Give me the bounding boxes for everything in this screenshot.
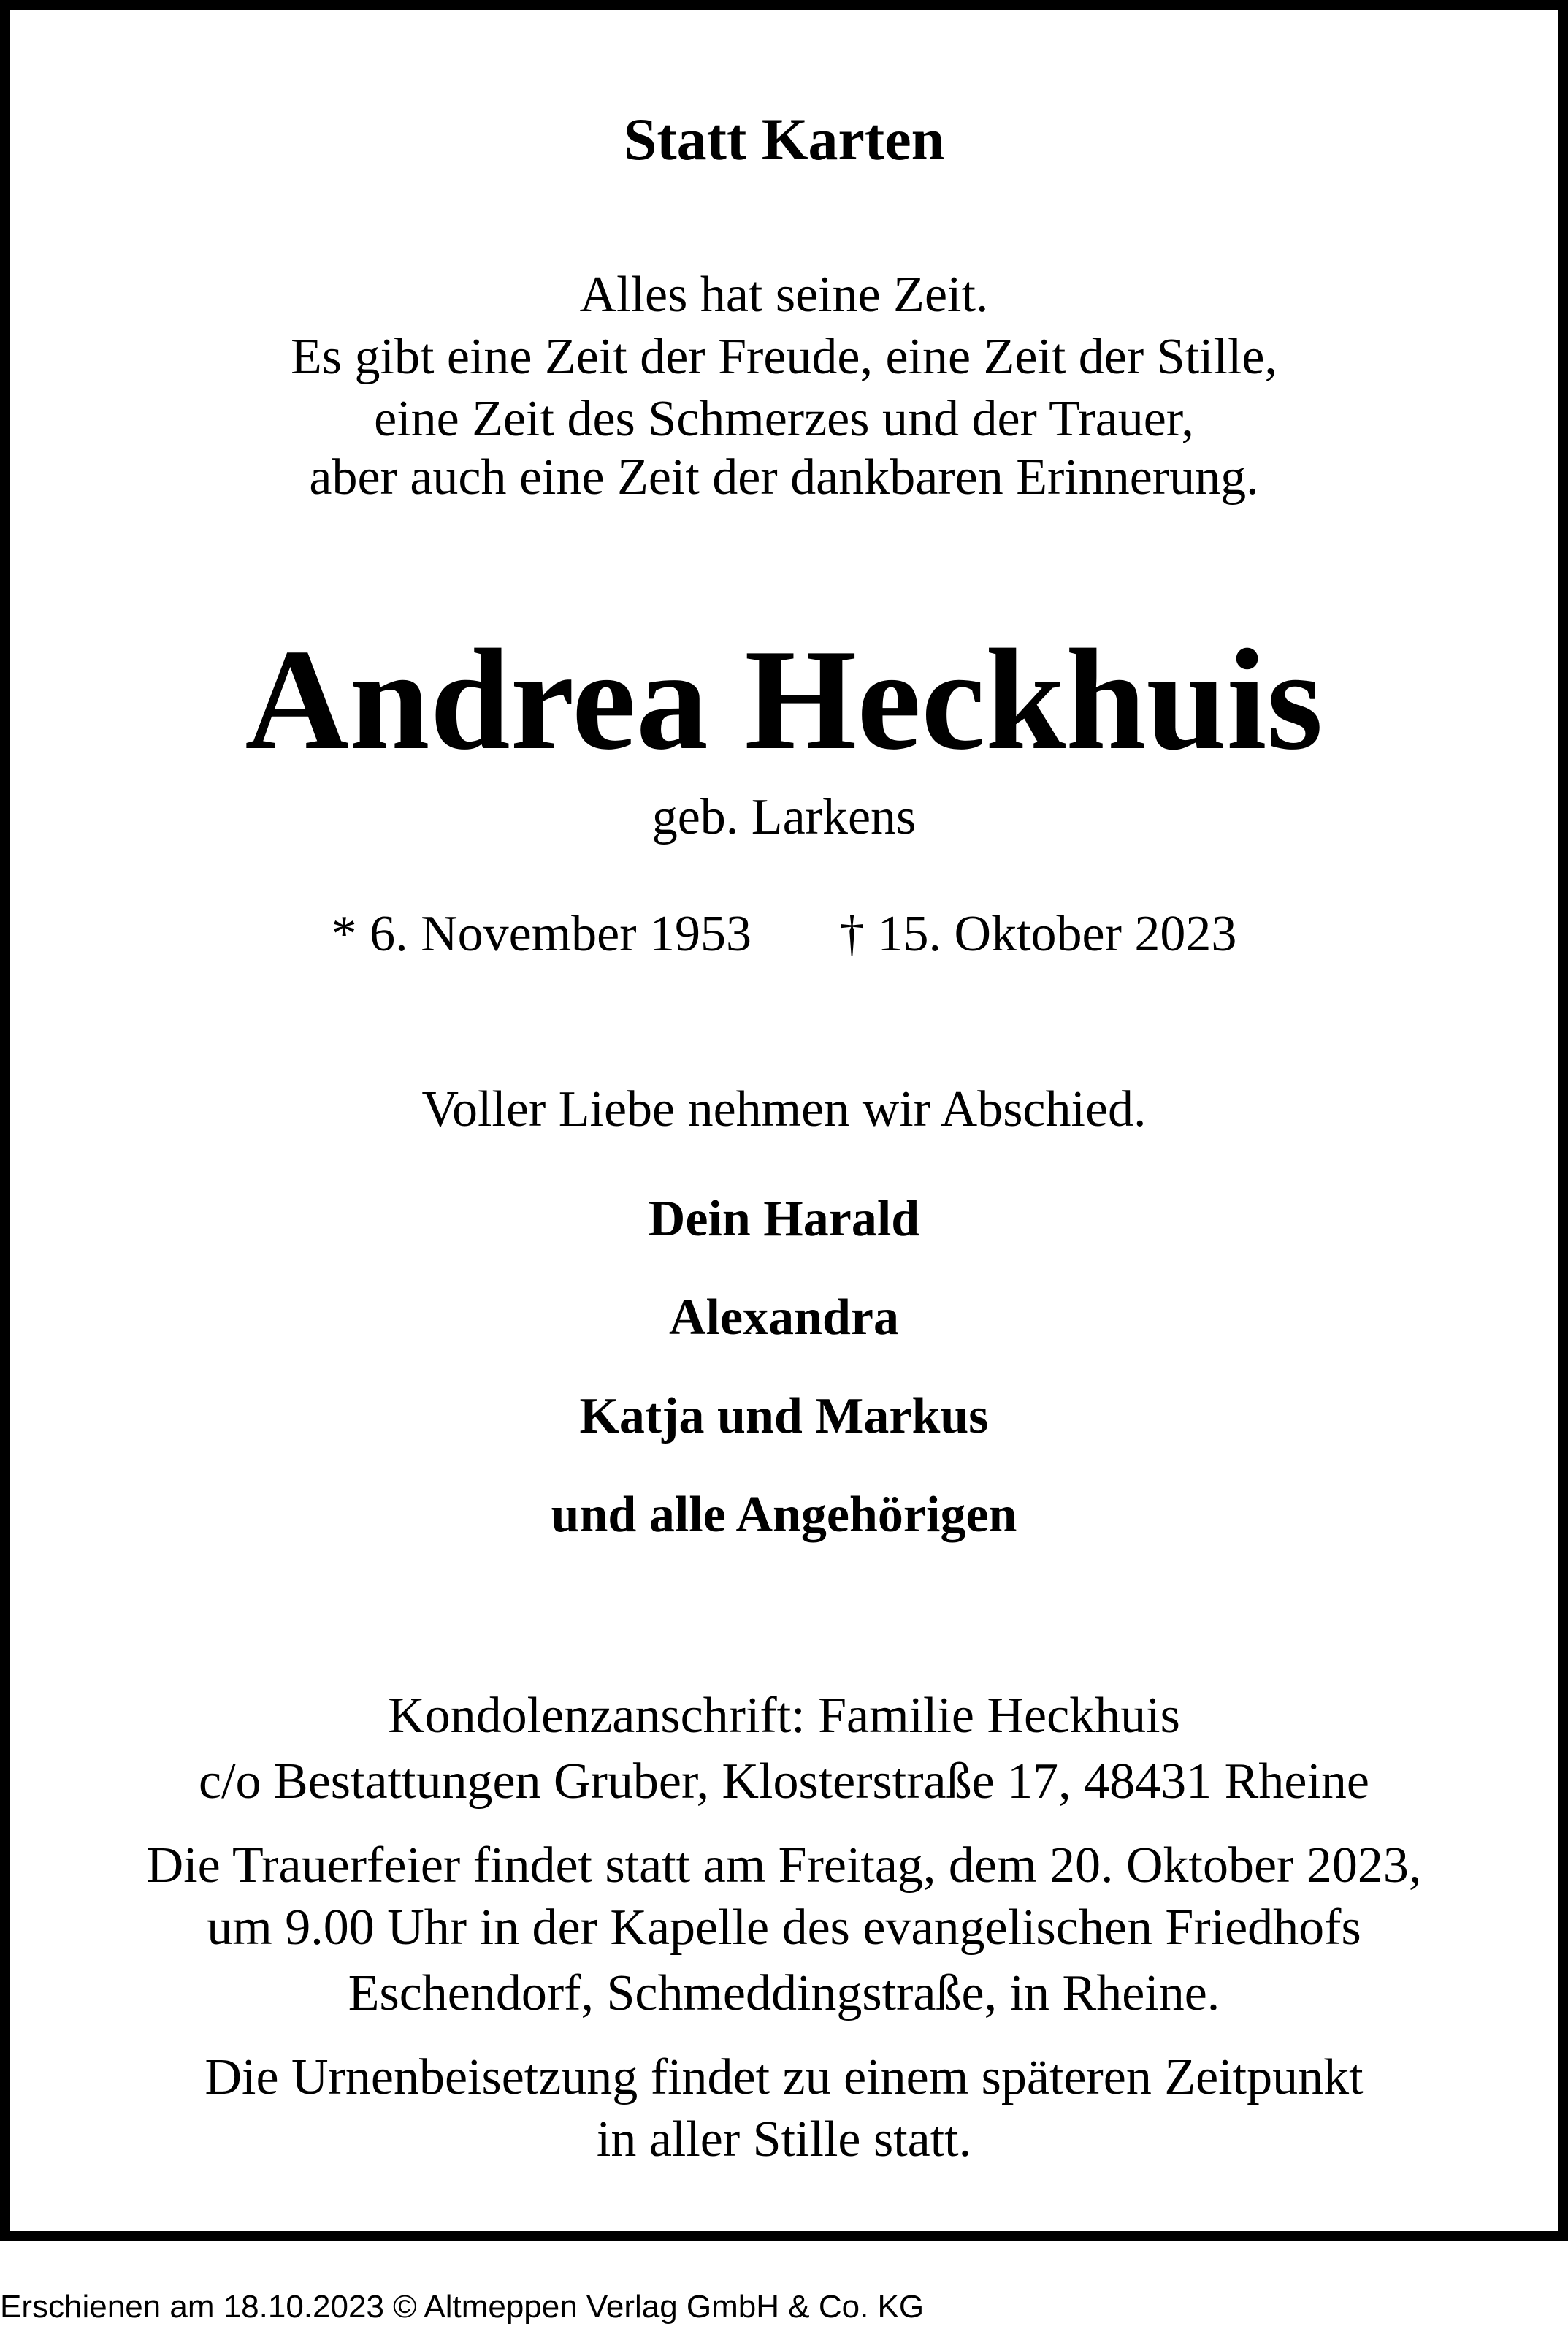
family-member: und alle Angehörigen [551, 1487, 1017, 1543]
life-dates [20, 906, 1548, 962]
publication-footer: Erschienen am 18.10.2023 © Altmeppen Verlag GmbH & Co. KG [0, 2289, 925, 2325]
burial-info: Die Urnenbeisetzung findet zu einem späteren Zeitpunkt [204, 2049, 1364, 2105]
maiden-name: geb. Larkens [651, 789, 917, 845]
ceremony-info: Eschendorf, Schmeddingstraße, in Rheine. [348, 1965, 1220, 2021]
verse-line: Alles hat seine Zeit. [579, 267, 989, 323]
deceased-name: Andrea Heckhuis [245, 620, 1323, 779]
condolence-address: Kondolenzanschrift: Familie Heckhuis [388, 1688, 1180, 1744]
birth-date: * 6. November 1953 [331, 906, 752, 962]
family-member: Dein Harald [648, 1191, 920, 1247]
ceremony-info: um 9.00 Uhr in der Kapelle des evangelischen Friedhofs [207, 1899, 1361, 1956]
family-member: Alexandra [669, 1289, 899, 1346]
verse-line: eine Zeit des Schmerzes und der Trauer, [374, 391, 1194, 447]
family-member: Katja und Markus [579, 1388, 989, 1444]
verse-line: Es gibt eine Zeit der Freude, eine Zeit der Stille, [291, 329, 1277, 385]
death-date: † 15. Oktober 2023 [839, 906, 1237, 962]
notice-heading: Statt Karten [623, 106, 945, 172]
farewell-text: Voller Liebe nehmen wir Abschied. [421, 1081, 1147, 1137]
verse-line: aber auch eine Zeit der dankbaren Erinnerung. [309, 449, 1259, 506]
burial-info: in aller Stille statt. [596, 2111, 972, 2168]
ceremony-info: Die Trauerfeier findet statt am Freitag, dem 20. Oktober 2023, [146, 1837, 1422, 1894]
condolence-address: c/o Bestattungen Gruber, Klosterstraße 17, 48431 Rheine [199, 1753, 1369, 1810]
